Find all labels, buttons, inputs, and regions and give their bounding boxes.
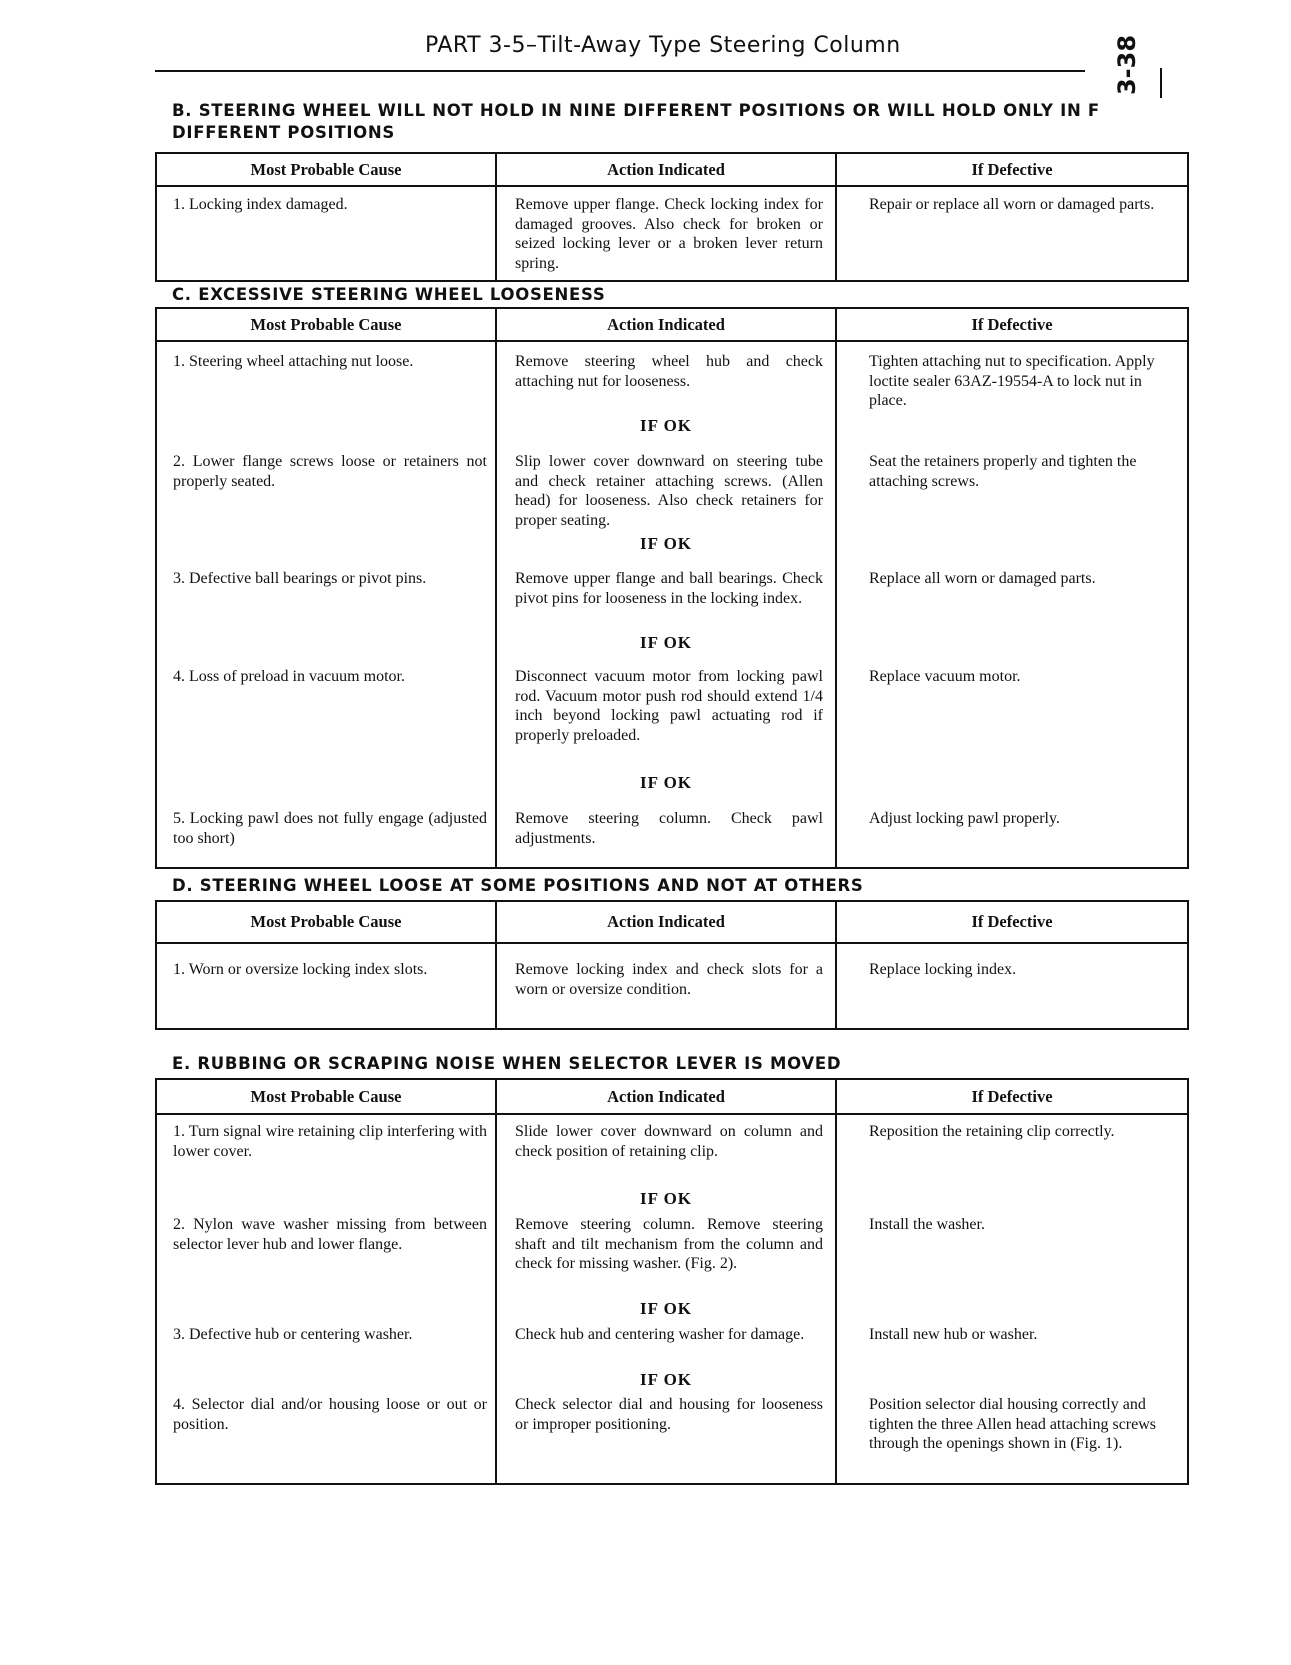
- page-title: PART 3-5–Tilt-Away Type Steering Column: [425, 33, 901, 58]
- defective-text: Adjust locking pawl properly.: [869, 810, 1060, 827]
- section-e-table: [155, 1078, 1189, 1485]
- cause-text: 3. Defective ball bearings or pivot pins.: [173, 570, 427, 587]
- cause-text: 4. Loss of preload in vacuum motor.: [173, 668, 405, 685]
- defective-text: Position selector dial housing correctly and tighten the three Allen head attaching screws through the openings shown in (Fig. 1).: [869, 1396, 1157, 1452]
- cause-text: 4. Selector dial and/or housing loose or out or position.: [173, 1396, 487, 1433]
- header-cause: Most Probable Cause: [156, 153, 496, 186]
- header-cause: Most Probable Cause: [156, 1079, 496, 1114]
- if-ok-label: IF OK: [639, 534, 693, 553]
- cause-text: 2. Lower flange screws loose or retainers not properly seated.: [173, 453, 487, 490]
- defective-text: Tighten attaching nut to specification. Apply loctite sealer 63AZ-19554-A to lock nut in place.: [869, 353, 1155, 409]
- page-number-bar: [1160, 68, 1162, 98]
- cause-text: 1. Turn signal wire retaining clip interfering with lower cover.: [173, 1123, 487, 1160]
- section-c-title: C. EXCESSIVE STEERING WHEEL LOOSENESS: [172, 285, 606, 304]
- section-e-title: E. RUBBING OR SCRAPING NOISE WHEN SELECTOR LEVER IS MOVED: [172, 1054, 842, 1073]
- defective-text: Repair or replace all worn or damaged parts.: [869, 196, 1155, 213]
- action-text: Slip lower cover downward on steering tube and check retainer attaching screws. (Allen head) for looseness. Also check retainers for proper seating.: [515, 453, 823, 529]
- cause-text: 1. Steering wheel attaching nut loose.: [173, 353, 414, 370]
- table-header-row: [156, 308, 1188, 341]
- header-action: Action Indicated: [496, 153, 836, 186]
- header-cause: Most Probable Cause: [156, 308, 496, 341]
- section-c-table: [155, 307, 1189, 869]
- header-action: Action Indicated: [496, 901, 836, 943]
- defective-text: Replace vacuum motor.: [869, 668, 1021, 685]
- if-ok-label: IF OK: [639, 1299, 693, 1318]
- defective-text: Install new hub or washer.: [869, 1326, 1038, 1343]
- table-header-row: [156, 1079, 1188, 1114]
- if-ok-label: IF OK: [639, 416, 693, 435]
- table-header-row: [156, 153, 1188, 186]
- header-defective: If Defective: [836, 901, 1188, 943]
- section-d-title: D. STEERING WHEEL LOOSE AT SOME POSITIONS AND NOT AT OTHERS: [172, 876, 864, 895]
- cause-text: 1. Worn or oversize locking index slots.: [173, 961, 428, 978]
- header-defective: If Defective: [836, 308, 1188, 341]
- section-b-table: [155, 152, 1189, 282]
- header-cause: Most Probable Cause: [156, 901, 496, 943]
- if-ok-label: IF OK: [639, 773, 693, 792]
- if-ok-label: IF OK: [639, 633, 693, 652]
- cause-text: 5. Locking pawl does not fully engage (adjusted too short): [173, 810, 487, 847]
- cause-text: 3. Defective hub or centering washer.: [173, 1326, 413, 1343]
- table-row: [156, 943, 1188, 1029]
- if-ok-label: IF OK: [639, 1189, 693, 1208]
- header-defective: If Defective: [836, 153, 1188, 186]
- table-row: [156, 1114, 1188, 1484]
- defective-text: Reposition the retaining clip correctly.: [869, 1123, 1115, 1140]
- table-header-row: [156, 901, 1188, 943]
- action-text: Remove steering column. Remove steering shaft and tilt mechanism from the column and check for missing washer. (Fig. 2).: [515, 1216, 823, 1272]
- defective-text: Seat the retainers properly and tighten the attaching screws.: [869, 453, 1137, 490]
- action-text: Disconnect vacuum motor from locking pawl rod. Vacuum motor push rod should extend 1/4 inch beyond locking pawl actuating rod if properly preloaded.: [515, 668, 823, 744]
- cause-text: 1. Locking index damaged.: [173, 196, 348, 213]
- cause-text: 2. Nylon wave washer missing from between selector lever hub and lower flange.: [173, 1216, 487, 1253]
- action-text: Check selector dial and housing for looseness or improper positioning.: [515, 1396, 823, 1433]
- header-rule: [155, 70, 1085, 72]
- section-b-title: B. STEERING WHEEL WILL NOT HOLD IN NINE DIFFERENT POSITIONS OR WILL HOLD ONLY IN F DIFFERENT POSITIONS: [172, 101, 1100, 142]
- action-text: Remove upper flange. Check locking index for damaged grooves. Also check for broken or seized locking lever or a broken lever return spring.: [515, 196, 823, 272]
- defective-text: Install the washer.: [869, 1216, 985, 1233]
- defective-text: Replace all worn or damaged parts.: [869, 570, 1096, 587]
- action-text: Slide lower cover downward on column and check position of retaining clip.: [515, 1123, 823, 1160]
- page-number: [1092, 35, 1162, 95]
- section-d-table: [155, 900, 1189, 1030]
- page-number-text: 3-38: [1113, 34, 1141, 96]
- action-text: Remove locking index and check slots for a worn or oversize condition.: [515, 961, 823, 998]
- if-ok-label: IF OK: [639, 1370, 693, 1389]
- action-text: Remove steering column. Check pawl adjustments.: [515, 810, 823, 847]
- action-text: Check hub and centering washer for damage.: [515, 1326, 805, 1343]
- defective-text: Replace locking index.: [869, 961, 1017, 978]
- action-text: Remove steering wheel hub and check attaching nut for looseness.: [515, 353, 823, 390]
- header-action: Action Indicated: [496, 308, 836, 341]
- action-text: Remove upper flange and ball bearings. Check pivot pins for looseness in the locking index.: [515, 570, 823, 607]
- header-action: Action Indicated: [496, 1079, 836, 1114]
- table-row: [156, 186, 1188, 281]
- table-row: [156, 341, 1188, 868]
- header-defective: If Defective: [836, 1079, 1188, 1114]
